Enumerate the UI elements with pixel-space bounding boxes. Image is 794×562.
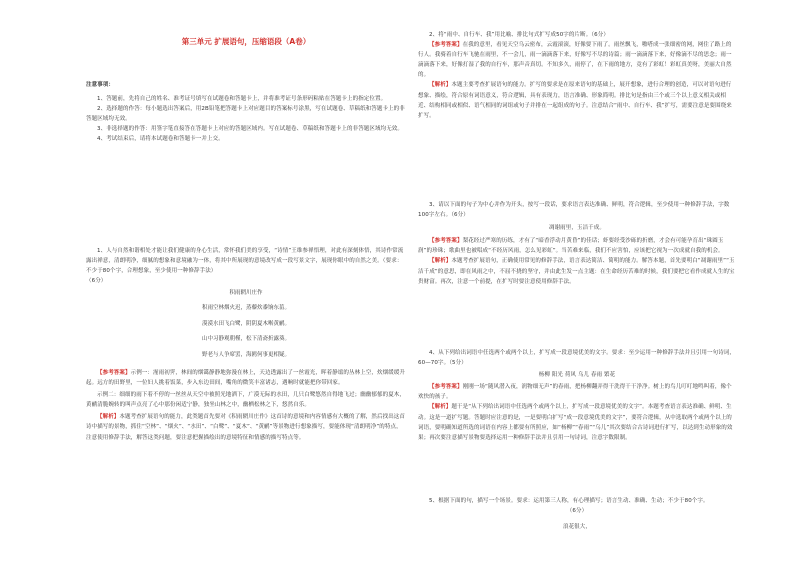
answer-2: 【参考答案】在我的意里，看见天空乌云密布，云霞滚滚，好像要下雨了。雨丝飘飞，啪嗒成一张细密的网，网住了路上的行人。我骑着自行车飞驰在雨里，不一会儿，雨一滴滴落下来，好像写不尽的诗篇；雨一滴滴落下来，好像滴不尽的思念；雨一滴滴落下来，好像打湿了我的自行车，那声音真切。不知多久，雨停了，在下雨的地方，竟有了彩虹！彩虹真美呀，美丽大自然的。: [418, 42, 732, 79]
notice-item: 4、考试结束后，请将本试题卷和答题卡一并上交。: [97, 136, 224, 143]
page-title: 第三单元 扩展语句，压缩语段（A卷）: [181, 37, 311, 46]
answer-3: 【参考答案】梨花经过严寒的历练，才有了“暗香浮动月黄昏”的佳话；虾要经受沙砾的折磨，才会有可能孕育出“珠圆玉润”的珍珠；歌曲里也被唱成“不经历风雨，怎么见彩虹”。当苦难来临，我们不应害怕，应该把它视为一次成就自我的机会。: [418, 238, 724, 255]
question-5: [418, 496, 736, 532]
analysis-label: 【解析】: [429, 404, 452, 411]
right-column: [418, 0, 736, 562]
question-2: [418, 30, 736, 121]
question-3-center-sentence: 凋谢雨里，玉洁千成。: [548, 225, 605, 232]
answer-4: 【参考答案】刚刚一场“随风潜入夜，润物细无声”的春雨，把杨柳翻弄得干洗得干干净净。树上的鸟儿叮叮地鸣叫着，像个欢快的孩子。: [418, 384, 732, 401]
poem-line: 积雨空林烟火迟，蒸藜炊黍饷东菑。: [201, 305, 290, 312]
notice-heading: 注意事项：: [86, 82, 115, 88]
answer-label: 【参考答案】: [429, 238, 463, 245]
question-5-score: （6分）: [566, 508, 588, 515]
analysis-2: 【解析】本题主要考查扩展语句的能力。扩写的要求是在原来语句的基础上，展开想象，进行合理的创造，可以对语句进行想象、描绘，符合原有词语意义，符合逻辑，具有表现力，语言准确、形象简明。排比句是指由三个或三个以上意义相关或相近、结构相同或相似、语气相同的词组或句子并排在一起组成的句子。注意结合“雨中、自行车、我”扩写，需要注意是要围绕来扩写。: [418, 82, 732, 119]
question-3-text: 3、请以下面的句子为中心并作为开头，按写一段话，要求语言表达准确、鲜明，符合逻辑，至少使用一种修辞手法，字数100字左右。（6分）: [418, 202, 730, 219]
notice-section: [86, 80, 406, 145]
question-5-start: 浪花很大，: [562, 524, 591, 531]
question-1: [86, 246, 406, 286]
poem-title: 积雨辋川庄作: [229, 290, 263, 296]
analysis-label: 【解析】: [429, 82, 452, 89]
left-column: [86, 0, 406, 562]
poem-line: 山中习静观朝槿，松下清斋折露葵。: [201, 336, 290, 343]
analysis-4: 【解析】题干是“从下列给出词语中任选两个或两个以上，扩写成一段意境优美的文字”。本题考查语言表达准确、鲜明、生动。这是一道扩写题。答题时应注意的是，一是要明白扩写“成一段意境优美的文字”，要符合逻辑，从中选取两个或两个以上的词语，要明确知道所选的词语在内容上都要有所照应，如“杨柳”“春雨”“乌儿”其次要结合古诗词进行扩写，以达到生动形象的效果；再次要注意描写景物要选择运用一种修辞手法并且引用一句诗词，注意字数限制。: [418, 404, 733, 441]
poem-line: 漠漠水田飞白鹭，阴阴夏木啭黄鹂。: [201, 320, 290, 327]
notice-item: 2、选择题的作答：每小题选出答案后，用2B铅笔把答题卡上对应题目的答案标号涂黑，写在试题卷、草稿纸和答题卡上的非答题区域均无效。: [86, 106, 405, 123]
question-5-text: 5、根据下面的句，描写一个场景。要求：运用第三人称，有心理描写；语言生动、准确、生动；不少于80个字。: [429, 498, 709, 504]
answer-label: 【参考答案】: [429, 384, 463, 391]
notice-item: 1、答题前，先将自己的姓名、准考证号填写在试题卷和答题卡上，并将准考证号条形码粘贴在答题卡上的指定位置。: [97, 96, 387, 103]
question-2-text: 2、将“雨中、自行车、我”用比喻、排比句式扩写成50字的片断。（6分）: [429, 32, 609, 38]
poem-block: [86, 286, 406, 363]
question-3: [418, 200, 736, 287]
question-4: [418, 348, 736, 443]
answer-1: [86, 368, 406, 443]
analysis-1: 【解析】本题考查扩展语句的能力，此类题首先要对《积雨辋川庄作》这首诗的意境和内容情感有大概的了解，然后找出这首诗中描写的景物，抓住“空林”、“烟火”、“水田”、“白鹭”、“夏木”、“黄鹂”等景物进行想象描写，要能体现“清朗明净”的特点，注意使用修辞手法，解答这类问题，要注意把握描绘出的意境特征和情感的描写特点等。: [86, 414, 406, 441]
analysis-3: 【解析】本题考查扩展语句，正确使用常见的修辞手法，语言表达简洁、简明的能力。解答本题，首先要明白“凋谢雨里”“玉洁千成”的意思，即在风雨之中，不屈不挠的坚守，并由此生发一点主题：在生命经历苦难的时候，我们要把它看作成就人生的宝贵财富。再次，注意一个前提，在扩写时要注意使用修辞手法。: [418, 258, 735, 285]
question-4-words: 杨柳 阳光 荷风 乌儿 春雨 繁花: [538, 372, 616, 379]
analysis-label: 【解析】: [429, 258, 452, 265]
question-4-text: 4、从下列给出词语中任选两个或两个以上，扩写成一段意境优美的文字。要求：至少运用一种修辞手法并且引用一句诗词，60—70字。（5分）: [418, 350, 736, 367]
notice-item: 3、非选择题的作答：用签字笔直接答在答题卡上对应的答题区域内。写在试题卷、草稿纸和答题卡上的非答题区域均无效。: [97, 126, 404, 133]
analysis-label: 【解析】: [97, 414, 120, 421]
answer-1-example-1: 【参考答案】示例一：霪雨初霁，林间的烟霭静静地弥漫在林上，天边透露出了一丝霞光，晖着静谧的丛林上空，炊烟缓缓升起。远方的田野里，一位妇人挑着饭菜，步入东边田间，嘴角的微笑丰富诸志，遇晌时就能把你带回家。: [86, 370, 406, 387]
answer-1-example-2: 示例二：细细的雨下着不停的一丝丝从天空中被照光地洒下，广漠无际的水田，几只白鹭悠然自得地飞过；幽幽郁郁的夏木，黄鹂清脆婉转的叫声点亮了心中那份闲适宁静，独坐山林之中，幽栖松林之下，悠然自乐。: [86, 392, 406, 409]
answer-label: 【参考答案】: [97, 370, 131, 376]
answer-label: 【参考答案】: [429, 42, 463, 49]
question-1-score: （6分）: [86, 278, 107, 285]
poem-line: 野老与人争席罢，海鸥何事更相疑。: [201, 351, 290, 358]
question-1-text: 1、人与自然和谐相处才能让我们健康的身心生活，常怀我们美的享受，“诗情”王维参禅悟理，对此有深刻体悟，其诗作常流露出禅意，清朗明净，细腻的想象和意境融为一体，将其中所展现的意境改写成一段写景文字，展现你眼中的自然之美。（要求：不少于80个字，合理想象，至少使用一种修辞手法）: [86, 248, 404, 275]
